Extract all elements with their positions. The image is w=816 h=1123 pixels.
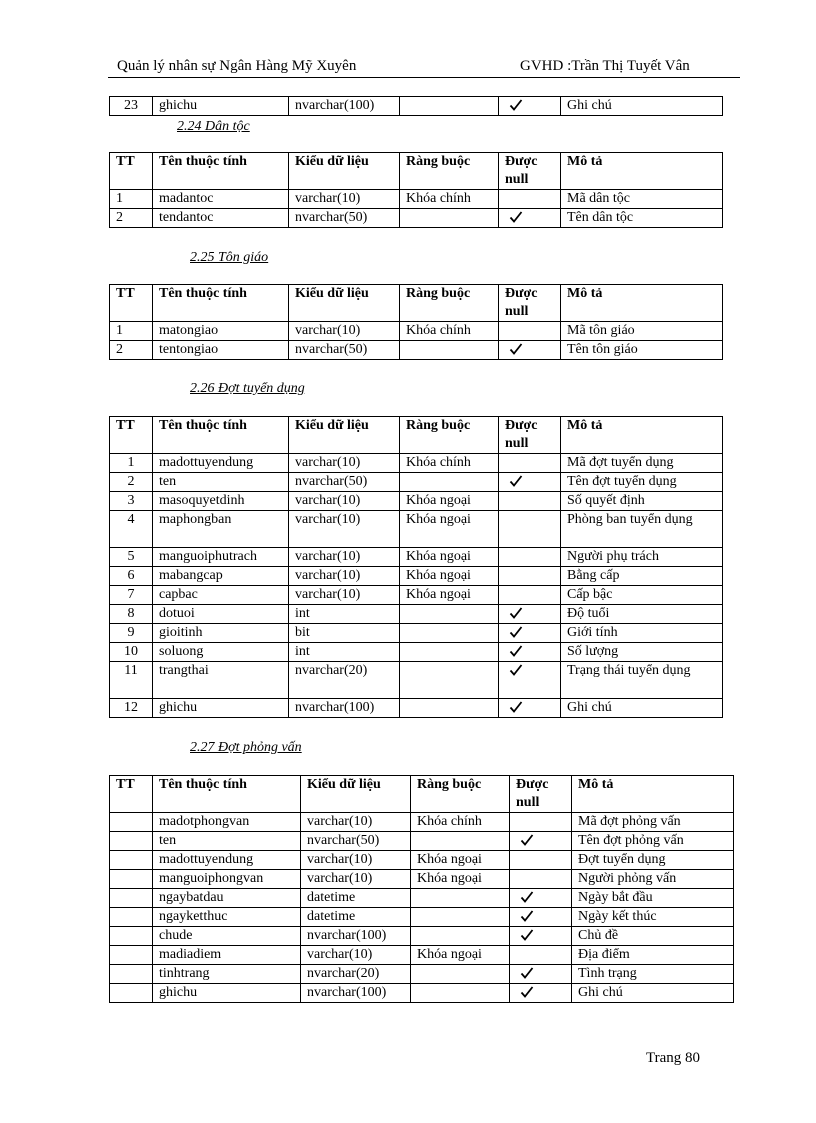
cell-attribute-name: madiadiem <box>153 946 301 965</box>
cell-data-type: varchar(10) <box>289 586 400 605</box>
cell-data-type: nvarchar(50) <box>289 473 400 492</box>
checkmark-icon <box>520 909 534 923</box>
checkmark-icon <box>509 474 523 488</box>
cell-nullable <box>510 832 572 851</box>
cell-attribute-name: trangthai <box>153 662 289 699</box>
cell-data-type: nvarchar(50) <box>301 832 411 851</box>
cell-description: Ngày kết thúc <box>572 908 734 927</box>
table-header-row <box>110 153 723 190</box>
cell-tt: 7 <box>110 586 153 605</box>
cell-tt: 10 <box>110 643 153 662</box>
table-ton-giao <box>109 284 723 360</box>
cell-data-type: nvarchar(100) <box>289 699 400 718</box>
table-row <box>110 511 723 548</box>
table-row <box>110 870 734 889</box>
cell-attribute-name: mabangcap <box>153 567 289 586</box>
cell-attribute-name: ghichu <box>153 984 301 1003</box>
cell-data-type: nvarchar(50) <box>289 209 400 228</box>
table-dot-tuyen-dung <box>109 416 723 718</box>
table-row <box>110 190 723 209</box>
cell-constraint <box>411 832 510 851</box>
cell-data-type: varchar(10) <box>289 511 400 548</box>
column-header: Ràng buộc <box>411 776 510 813</box>
table-row <box>110 567 723 586</box>
cell-nullable <box>499 492 561 511</box>
cell-constraint: Khóa ngoại <box>400 567 499 586</box>
table-row <box>110 548 723 567</box>
checkmark-icon <box>520 928 534 942</box>
cell-description: Người phụ trách <box>561 548 723 567</box>
cell-constraint <box>400 97 499 116</box>
checkmark-icon <box>520 966 534 980</box>
cell-tt: 2 <box>110 473 153 492</box>
cell-tt <box>110 927 153 946</box>
column-header: Kiểu dữ liệu <box>289 417 400 454</box>
cell-description: Đợt tuyển dụng <box>572 851 734 870</box>
cell-constraint: Khóa chính <box>400 454 499 473</box>
cell-constraint: Khóa chính <box>400 322 499 341</box>
table-header-row <box>110 417 723 454</box>
column-header: Tên thuộc tính <box>153 776 301 813</box>
column-header: Ràng buộc <box>400 153 499 190</box>
cell-tt <box>110 984 153 1003</box>
cell-tt <box>110 946 153 965</box>
cell-nullable <box>499 511 561 548</box>
section-title-2-27: 2.27 Đợt phỏng vấn <box>190 740 302 755</box>
table-row <box>110 699 723 718</box>
table-row <box>110 889 734 908</box>
table-row <box>110 209 723 228</box>
cell-description: Mã dân tộc <box>561 190 723 209</box>
cell-tt: 5 <box>110 548 153 567</box>
cell-tt: 2 <box>110 341 153 360</box>
checkmark-icon <box>509 606 523 620</box>
cell-data-type: varchar(10) <box>289 492 400 511</box>
table-row <box>110 97 723 116</box>
column-header: Được null <box>499 285 561 322</box>
cell-nullable <box>510 946 572 965</box>
cell-attribute-name: soluong <box>153 643 289 662</box>
cell-description: Ngày bắt đầu <box>572 889 734 908</box>
cell-data-type: bit <box>289 624 400 643</box>
cell-constraint <box>400 699 499 718</box>
cell-description: Cấp bậc <box>561 586 723 605</box>
cell-description: Số quyết định <box>561 492 723 511</box>
cell-tt <box>110 965 153 984</box>
cell-description: Tên dân tộc <box>561 209 723 228</box>
cell-constraint: Khóa ngoại <box>400 548 499 567</box>
checkmark-icon <box>520 833 534 847</box>
cell-tt: 11 <box>110 662 153 699</box>
table-row <box>110 851 734 870</box>
cell-attribute-name: tinhtrang <box>153 965 301 984</box>
cell-constraint: Khóa chính <box>400 190 499 209</box>
cell-nullable <box>510 984 572 1003</box>
column-header: Mô tả <box>561 285 723 322</box>
cell-data-type: varchar(10) <box>289 322 400 341</box>
cell-nullable <box>499 624 561 643</box>
checkmark-icon <box>509 98 523 112</box>
cell-constraint <box>400 643 499 662</box>
cell-tt: 1 <box>110 190 153 209</box>
cell-tt: 1 <box>110 322 153 341</box>
cell-tt: 6 <box>110 567 153 586</box>
cell-data-type: int <box>289 605 400 624</box>
table-dan-toc <box>109 152 723 228</box>
cell-description: Mã tôn giáo <box>561 322 723 341</box>
table-row <box>110 605 723 624</box>
cell-data-type: varchar(10) <box>301 813 411 832</box>
cell-tt: 4 <box>110 511 153 548</box>
cell-attribute-name: madotphongvan <box>153 813 301 832</box>
column-header: TT <box>110 153 153 190</box>
column-header: Mô tả <box>561 153 723 190</box>
table-row <box>110 624 723 643</box>
checkmark-icon <box>520 985 534 999</box>
cell-description: Tình trạng <box>572 965 734 984</box>
cell-attribute-name: manguoiphongvan <box>153 870 301 889</box>
cell-nullable <box>499 322 561 341</box>
cell-attribute-name: chude <box>153 927 301 946</box>
cell-description: Tên đợt tuyển dụng <box>561 473 723 492</box>
table-header-row <box>110 776 734 813</box>
section-title-2-26: 2.26 Đợt tuyển dụng <box>190 381 305 396</box>
table-row <box>110 492 723 511</box>
document-header-instructor: GVHD :Trần Thị Tuyết Vân <box>520 58 690 74</box>
cell-tt: 23 <box>110 97 153 116</box>
cell-tt: 2 <box>110 209 153 228</box>
column-header: Được null <box>499 417 561 454</box>
table-row <box>110 473 723 492</box>
cell-attribute-name: capbac <box>153 586 289 605</box>
table-row <box>110 643 723 662</box>
cell-constraint <box>400 605 499 624</box>
cell-constraint: Khóa ngoại <box>411 870 510 889</box>
cell-description: Mã đợt tuyển dụng <box>561 454 723 473</box>
cell-nullable <box>499 586 561 605</box>
cell-attribute-name: ngayketthuc <box>153 908 301 927</box>
cell-nullable <box>510 870 572 889</box>
checkmark-icon <box>520 890 534 904</box>
cell-nullable <box>510 927 572 946</box>
cell-description: Giới tính <box>561 624 723 643</box>
table-row <box>110 908 734 927</box>
cell-description: Địa điểm <box>572 946 734 965</box>
checkmark-icon <box>509 210 523 224</box>
cell-constraint <box>411 908 510 927</box>
column-header: TT <box>110 285 153 322</box>
cell-tt <box>110 832 153 851</box>
cell-description: Người phỏng vấn <box>572 870 734 889</box>
cell-tt <box>110 870 153 889</box>
cell-attribute-name: madottuyendung <box>153 851 301 870</box>
section-title-2-25: 2.25 Tôn giáo <box>190 250 269 265</box>
cell-attribute-name: tendantoc <box>153 209 289 228</box>
cell-tt: 3 <box>110 492 153 511</box>
column-header: Tên thuộc tính <box>153 417 289 454</box>
cell-description: Số lượng <box>561 643 723 662</box>
cell-constraint <box>411 927 510 946</box>
cell-nullable <box>499 209 561 228</box>
cell-data-type: varchar(10) <box>289 548 400 567</box>
cell-constraint: Khóa ngoại <box>400 586 499 605</box>
cell-nullable <box>499 605 561 624</box>
cell-nullable <box>499 567 561 586</box>
table-row <box>110 832 734 851</box>
cell-nullable <box>499 97 561 116</box>
cell-constraint <box>400 624 499 643</box>
cell-nullable <box>499 662 561 699</box>
cell-description: Bằng cấp <box>561 567 723 586</box>
cell-constraint <box>411 965 510 984</box>
cell-constraint: Khóa ngoại <box>400 492 499 511</box>
column-header: TT <box>110 417 153 454</box>
column-header: Được null <box>499 153 561 190</box>
cell-tt <box>110 851 153 870</box>
document-header-title: Quản lý nhân sự Ngân Hàng Mỹ Xuyên <box>117 58 357 74</box>
cell-attribute-name: manguoiphutrach <box>153 548 289 567</box>
cell-tt: 9 <box>110 624 153 643</box>
table-continuation <box>109 96 723 116</box>
cell-attribute-name: madottuyendung <box>153 454 289 473</box>
cell-data-type: varchar(10) <box>301 870 411 889</box>
cell-nullable <box>499 190 561 209</box>
column-header: Kiểu dữ liệu <box>289 153 400 190</box>
checkmark-icon <box>509 644 523 658</box>
cell-nullable <box>499 473 561 492</box>
column-header: Kiểu dữ liệu <box>301 776 411 813</box>
checkmark-icon <box>509 700 523 714</box>
column-header: Tên thuộc tính <box>153 285 289 322</box>
cell-data-type: int <box>289 643 400 662</box>
cell-constraint <box>400 341 499 360</box>
cell-constraint <box>411 984 510 1003</box>
table-row <box>110 965 734 984</box>
cell-data-type: datetime <box>301 889 411 908</box>
cell-attribute-name: tentongiao <box>153 341 289 360</box>
table-row <box>110 341 723 360</box>
cell-data-type: nvarchar(100) <box>301 927 411 946</box>
column-header: Tên thuộc tính <box>153 153 289 190</box>
cell-description: Ghi chú <box>572 984 734 1003</box>
cell-data-type: varchar(10) <box>289 454 400 473</box>
column-header: TT <box>110 776 153 813</box>
cell-data-type: varchar(10) <box>289 190 400 209</box>
cell-data-type: datetime <box>301 908 411 927</box>
cell-attribute-name: ten <box>153 832 301 851</box>
cell-constraint: Khóa ngoại <box>411 851 510 870</box>
cell-description: Trạng thái tuyển dụng <box>561 662 723 699</box>
cell-nullable <box>499 341 561 360</box>
cell-data-type: varchar(10) <box>301 851 411 870</box>
cell-nullable <box>499 699 561 718</box>
cell-attribute-name: masoquyetdinh <box>153 492 289 511</box>
cell-constraint <box>400 473 499 492</box>
cell-nullable <box>510 889 572 908</box>
cell-tt <box>110 889 153 908</box>
column-header: Ràng buộc <box>400 417 499 454</box>
cell-constraint <box>400 209 499 228</box>
cell-attribute-name: ghichu <box>153 699 289 718</box>
cell-constraint <box>411 889 510 908</box>
cell-nullable <box>499 548 561 567</box>
cell-tt: 12 <box>110 699 153 718</box>
cell-tt: 1 <box>110 454 153 473</box>
checkmark-icon <box>509 342 523 356</box>
cell-data-type: varchar(10) <box>301 946 411 965</box>
column-header: Mô tả <box>561 417 723 454</box>
cell-data-type: nvarchar(20) <box>301 965 411 984</box>
cell-nullable <box>499 643 561 662</box>
column-header: Được null <box>510 776 572 813</box>
table-row <box>110 454 723 473</box>
table-row <box>110 927 734 946</box>
table-row <box>110 322 723 341</box>
header-divider <box>108 77 740 78</box>
cell-attribute-name: ghichu <box>153 97 289 116</box>
table-row <box>110 662 723 699</box>
cell-constraint: Khóa ngoại <box>400 511 499 548</box>
table-row <box>110 946 734 965</box>
cell-nullable <box>510 908 572 927</box>
cell-data-type: nvarchar(100) <box>301 984 411 1003</box>
cell-data-type: nvarchar(50) <box>289 341 400 360</box>
cell-constraint: Khóa ngoại <box>411 946 510 965</box>
table-row <box>110 813 734 832</box>
cell-attribute-name: ngaybatdau <box>153 889 301 908</box>
table-header-row <box>110 285 723 322</box>
column-header: Mô tả <box>572 776 734 813</box>
cell-data-type: nvarchar(100) <box>289 97 400 116</box>
table-row <box>110 984 734 1003</box>
cell-nullable <box>510 813 572 832</box>
cell-constraint: Khóa chính <box>411 813 510 832</box>
cell-data-type: nvarchar(20) <box>289 662 400 699</box>
cell-nullable <box>510 851 572 870</box>
table-dot-phong-van <box>109 775 734 1003</box>
cell-tt: 8 <box>110 605 153 624</box>
cell-attribute-name: dotuoi <box>153 605 289 624</box>
cell-tt <box>110 813 153 832</box>
cell-attribute-name: madantoc <box>153 190 289 209</box>
cell-nullable <box>499 454 561 473</box>
checkmark-icon <box>509 625 523 639</box>
cell-description: Độ tuổi <box>561 605 723 624</box>
checkmark-icon <box>509 663 523 677</box>
cell-data-type: varchar(10) <box>289 567 400 586</box>
cell-attribute-name: ten <box>153 473 289 492</box>
cell-constraint <box>400 662 499 699</box>
cell-description: Phòng ban tuyển dụng <box>561 511 723 548</box>
cell-description: Mã đợt phỏng vấn <box>572 813 734 832</box>
cell-description: Chủ đề <box>572 927 734 946</box>
cell-attribute-name: matongiao <box>153 322 289 341</box>
cell-description: Tên tôn giáo <box>561 341 723 360</box>
cell-description: Tên đợt phỏng vấn <box>572 832 734 851</box>
cell-tt <box>110 908 153 927</box>
cell-nullable <box>510 965 572 984</box>
table-row <box>110 586 723 605</box>
column-header: Ràng buộc <box>400 285 499 322</box>
section-title-2-24: 2.24 Dân tộc <box>177 119 250 134</box>
cell-attribute-name: gioitinh <box>153 624 289 643</box>
column-header: Kiểu dữ liệu <box>289 285 400 322</box>
cell-description: Ghi chú <box>561 699 723 718</box>
cell-description: Ghi chú <box>561 97 723 116</box>
cell-attribute-name: maphongban <box>153 511 289 548</box>
page-number: Trang 80 <box>646 1050 701 1066</box>
